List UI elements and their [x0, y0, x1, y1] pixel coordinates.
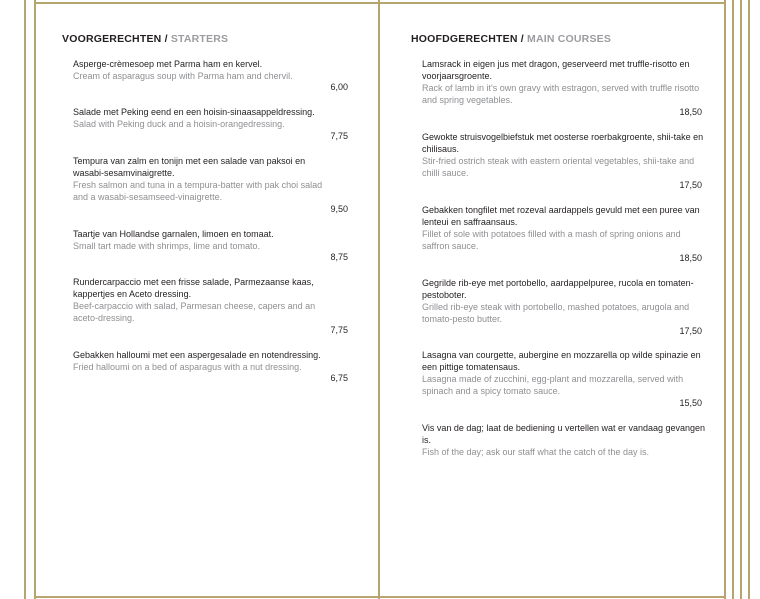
starter-description-en: Small tart made with shrimps, lime and tomato.: [73, 241, 261, 251]
main-price: 15,50: [679, 398, 702, 408]
starter-description-en: Beef-carpaccio with salad, Parmesan cheese, capers and an aceto-dressing.: [73, 301, 316, 323]
mains-heading: [411, 33, 611, 45]
starter-price: 6,00: [330, 82, 348, 92]
starter-name-nl: Taartje van Hollandse garnalen, limoen en tomaat.: [73, 229, 274, 239]
starters-heading: [62, 33, 228, 45]
main-price: 18,50: [679, 253, 702, 263]
frame-line-right-3: [740, 0, 742, 599]
main-item: [422, 204, 707, 252]
starter-name-nl: Salade met Peking eend en een hoisin-sinaasappeldressing.: [73, 107, 315, 117]
main-name-nl: Gewokte struisvogelbiefstuk met oosterse roerbakgroente, shii-take en chilisaus.: [422, 132, 704, 154]
starter-item: [73, 349, 338, 373]
main-name-nl: Lamsrack in eigen jus met dragon, geserveerd met truffle-risotto en voorjaarsgroente.: [422, 59, 690, 81]
main-price: 17,50: [679, 180, 702, 190]
starter-item: [73, 228, 338, 252]
mains-title-en: MAIN COURSES: [527, 33, 612, 45]
main-item: [422, 58, 707, 106]
main-description-en: Fillet of sole with potatoes filled with a mash of spring onions and saffron sauce.: [422, 229, 681, 251]
main-name-nl: Lasagna van courgette, aubergine en mozzarella op wilde spinazie en een pittige tomatensaus.: [422, 350, 701, 372]
starter-description-en: Fried halloumi on a bed of asparagus with a nut dressing.: [73, 362, 302, 372]
main-description-en: Stir-fried ostrich steak with eastern oriental vegetables, shii-take and chilli sauce.: [422, 156, 695, 178]
main-item: [422, 277, 707, 325]
starter-name-nl: Gebakken halloumi met een aspergesalade en notendressing.: [73, 350, 321, 360]
starter-item: [73, 155, 338, 203]
main-description-en: Grilled rib-eye steak with portobello, mashed potatoes, arugola and tomato-pesto butter.: [422, 302, 690, 324]
frame-line-center: [378, 0, 380, 599]
frame-line-right-2: [732, 0, 734, 599]
main-price: 17,50: [679, 326, 702, 336]
mains-title-separator: /: [517, 33, 527, 45]
frame-line-right-inner: [724, 0, 726, 599]
starter-name-nl: Asperge-crèmesoep met Parma ham en kervel.: [73, 59, 263, 69]
starter-price: 6,75: [330, 373, 348, 383]
main-name-nl: Gebakken tongfilet met rozeval aardappels gevuld met een puree van lenteui en saffraansaus.: [422, 205, 700, 227]
starters-title-nl: VOORGERECHTEN: [62, 33, 162, 45]
starter-price: 8,75: [330, 252, 348, 262]
main-item: [422, 422, 712, 458]
main-price: 18,50: [679, 107, 702, 117]
starters-title-en: STARTERS: [170, 33, 229, 45]
starter-item: [73, 106, 338, 130]
starter-name-nl: Tempura van zalm en tonijn met een salade van paksoi en wasabi-sesamvinaigrette.: [73, 156, 306, 178]
main-description-en: Rack of lamb in it's own gravy with estragon, served with truffle risotto and spring vegetables.: [422, 83, 700, 105]
starter-name-nl: Rundercarpaccio met een frisse salade, Parmezaanse kaas, kappertjes en Aceto dressing.: [73, 277, 314, 299]
starter-item: [73, 58, 338, 82]
frame-line-bottom: [34, 596, 726, 598]
main-description-en: Fish of the day; ask our staff what the catch of the day is.: [422, 447, 649, 457]
mains-title-nl: HOOFDGERECHTEN: [411, 33, 518, 45]
frame-line-right-outer: [748, 0, 750, 599]
starter-description-en: Salad with Peking duck and a hoisin-orangedressing.: [73, 119, 285, 129]
starter-description-en: Fresh salmon and tuna in a tempura-batter with pak choi salad and a wasabi-sesamseed-vinaigrette.: [73, 180, 323, 202]
starter-description-en: Cream of asparagus soup with Parma ham and chervil.: [73, 71, 293, 81]
main-description-en: Lasagna made of zucchini, egg-plant and mozzarella, served with spinach and a spicy tomato sauce.: [422, 374, 684, 396]
main-name-nl: Gegrilde rib-eye met portobello, aardappelpuree, rucola en tomaten-pestoboter.: [422, 278, 694, 300]
main-item: [422, 131, 707, 179]
main-name-nl: Vis van de dag; laat de bediening u vertellen wat er vandaag gevangen is.: [422, 423, 706, 445]
starter-price: 7,75: [330, 131, 348, 141]
starter-price: 9,50: [330, 204, 348, 214]
frame-line-left-outer: [24, 0, 26, 599]
starter-item: [73, 276, 338, 324]
main-item: [422, 349, 707, 397]
frame-line-top: [34, 2, 726, 4]
frame-line-left-inner: [34, 0, 36, 599]
starter-price: 7,75: [330, 325, 348, 335]
starters-title-separator: /: [161, 33, 171, 45]
